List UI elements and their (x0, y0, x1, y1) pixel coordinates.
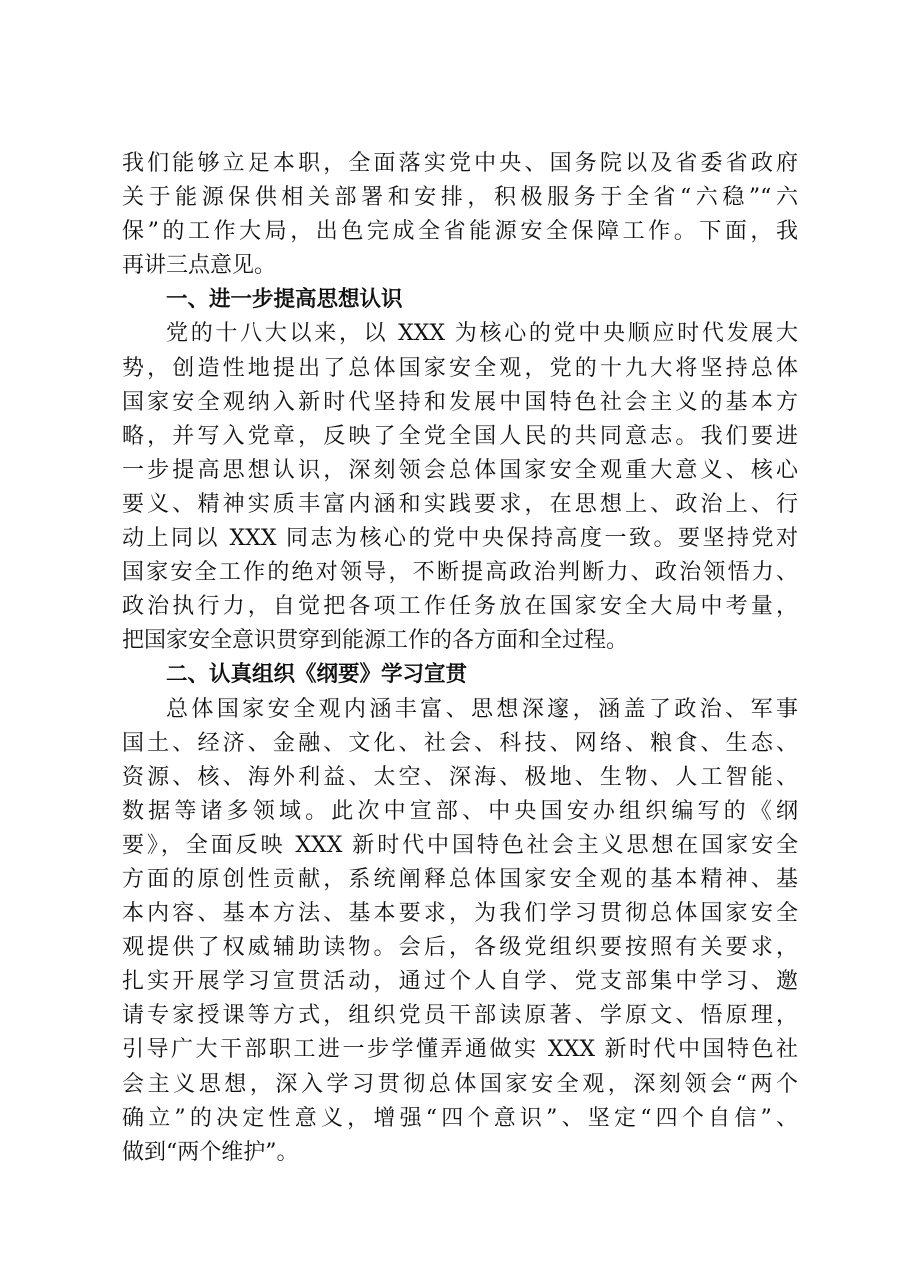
text-line: 方面的原创性贡献，系统阐释总体国家安全观的基本精神、基 (122, 866, 798, 892)
text-line: 请专家授课等方式，组织党员干部读原著、学原文、悟原理， (122, 1003, 798, 1029)
text-line: 略，并写入党章，反映了全党全国人民的共同意志。我们要进 (122, 423, 798, 449)
text-line: 观提供了权威辅助读物。会后，各级党组织要按照有关要求， (122, 935, 798, 961)
text-line: 总体国家安全观内涵丰富、思想深邃，涵盖了政治、军事 (166, 696, 798, 722)
text-line: 要义、精神实质丰富内涵和实践要求，在思想上、政治上、行 (122, 491, 798, 517)
text-line: 资源、核、海外利益、太空、深海、极地、生物、人工智能、 (122, 764, 798, 790)
text-line: 保”的工作大局，出色完成全省能源安全保障工作。下面，我 (122, 219, 798, 245)
section-heading-1: 一、进一步提高思想认识 (166, 287, 403, 313)
document-body (122, 147, 798, 1170)
section-heading-2: 二、认真组织《纲要》学习宣贯 (166, 662, 468, 688)
text-line: 引导广大干部职工进一步学懂弄通做实 XXX 新时代中国特色社 (122, 1037, 798, 1063)
text-line: 国家安全工作的绝对领导，不断提高政治判断力、政治领悟力、 (122, 560, 798, 586)
text-line: 扎实开展学习宣贯活动，通过个人自学、党支部集中学习、邀 (122, 969, 798, 995)
text-line: 要》，全面反映 XXX 新时代中国特色社会主义思想在国家安全 (122, 832, 798, 858)
text-line: 关于能源保供相关部署和安排，积极服务于全省“六稳”“六 (122, 185, 798, 211)
text-line: 党的十八大以来，以 XXX 为核心的党中央顺应时代发展大 (166, 321, 798, 347)
text-line: 动上同以 XXX 同志为核心的党中央保持高度一致。要坚持党对 (122, 526, 798, 552)
text-line: 把国家安全意识贯穿到能源工作的各方面和全过程。 (122, 628, 629, 654)
text-line: 政治执行力，自觉把各项工作任务放在国家安全大局中考量， (122, 594, 798, 620)
text-line: 确立”的决定性意义，增强“四个意识”、坚定“四个自信”、 (122, 1105, 798, 1131)
text-line: 我们能够立足本职，全面落实党中央、国务院以及省委省政府 (122, 151, 798, 176)
text-line: 国土、经济、金融、文化、社会、科技、网络、粮食、生态、 (122, 730, 798, 756)
text-line: 做到“两个维护”。 (122, 1139, 299, 1165)
text-line: 会主义思想，深入学习贯彻总体国家安全观，深刻领会“两个 (122, 1071, 798, 1097)
text-line: 势，创造性地提出了总体国家安全观，党的十九大将坚持总体 (122, 355, 798, 381)
text-line: 数据等诸多领域。此次中宣部、中央国安办组织编写的《纲 (122, 798, 798, 824)
text-line: 再讲三点意见。 (122, 253, 277, 279)
text-line: 本内容、基本方法、基本要求，为我们学习贯彻总体国家安全 (122, 901, 798, 927)
text-line: 国家安全观纳入新时代坚持和发展中国特色社会主义的基本方 (122, 389, 798, 415)
text-line: 一步提高思想认识，深刻领会总体国家安全观重大意义、核心 (122, 457, 798, 483)
